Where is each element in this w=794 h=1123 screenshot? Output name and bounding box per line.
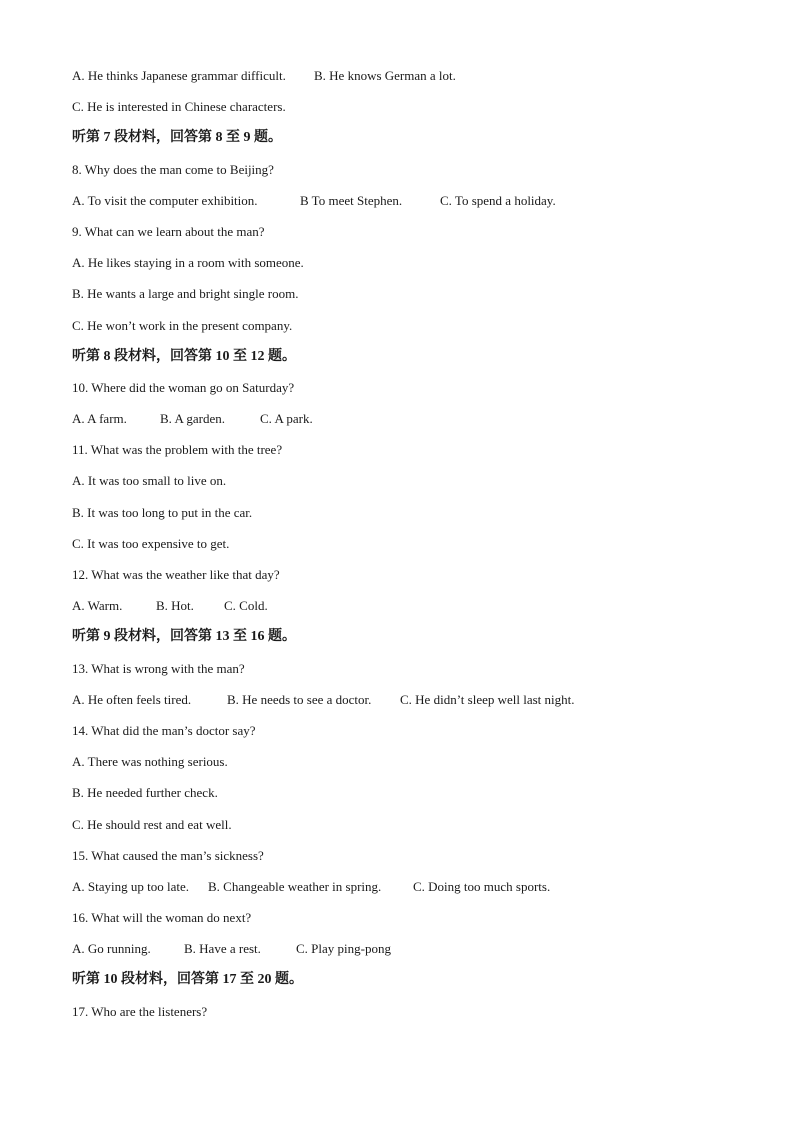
answer-option: B. He needs to see a doctor. — [227, 691, 372, 707]
answer-option: C. Play ping-pong — [296, 941, 391, 957]
text-line: 9. What can we learn about the man? — [72, 223, 265, 239]
options-line — [72, 410, 752, 441]
section-heading: 听第 9 段材料，回答第 13 至 16 题。 — [72, 629, 296, 645]
text-line: C. It was too expensive to get. — [72, 535, 230, 551]
section-heading: 听第 8 段材料，回答第 10 至 12 题。 — [72, 348, 296, 364]
answer-option: A. A farm. — [72, 411, 127, 427]
answer-option: B To meet Stephen. — [300, 192, 403, 208]
answer-option: A. He often feels tired. — [72, 691, 192, 707]
options-line — [72, 597, 752, 628]
answer-option: A. To visit the computer exhibition. — [72, 192, 258, 208]
text-line: 13. What is wrong with the man? — [72, 660, 245, 676]
answer-option: A. Go running. — [72, 941, 151, 957]
options-line — [72, 67, 752, 98]
text-line: C. He won’t work in the present company. — [72, 317, 293, 333]
text-line: 17. Who are the listeners? — [72, 1003, 208, 1019]
section-heading: 听第 10 段材料，回答第 17 至 20 题。 — [72, 972, 303, 988]
document-page — [72, 67, 752, 1034]
options-line — [72, 940, 752, 971]
answer-option: B. Have a rest. — [184, 941, 261, 957]
answer-option: B. Hot. — [156, 598, 194, 614]
text-line: 10. Where did the woman go on Saturday? — [72, 379, 295, 395]
options-line — [72, 192, 752, 223]
text-line: 12. What was the weather like that day? — [72, 567, 280, 582]
answer-option: A. He thinks Japanese grammar difficult. — [72, 68, 286, 83]
text-line: 8. Why does the man come to Beijing? — [72, 161, 274, 177]
answer-option: B. Changeable weather in spring. — [208, 878, 382, 894]
answer-option: C. He didn’t sleep well last night. — [400, 691, 575, 707]
answer-option: C. To spend a holiday. — [440, 192, 556, 208]
answer-option: B. A garden. — [160, 411, 225, 427]
section-heading: 听第 7 段材料，回答第 8 至 9 题。 — [72, 130, 282, 146]
text-line: B. He wants a large and bright single room. — [72, 286, 299, 302]
text-line: C. He should rest and eat well. — [72, 816, 232, 832]
options-line — [72, 878, 752, 909]
answer-option: C. A park. — [260, 411, 313, 427]
answer-option: C. Cold. — [224, 598, 268, 614]
text-line: B. He needed further check. — [72, 785, 218, 801]
text-line: A. He likes staying in a room with someone. — [72, 255, 304, 271]
text-line: 11. What was the problem with the tree? — [72, 442, 283, 458]
answer-option: A. Warm. — [72, 598, 123, 614]
text-line: 14. What did the man’s doctor say? — [72, 722, 256, 738]
answer-option: C. Doing too much sports. — [413, 878, 551, 894]
text-line: 16. What will the woman do next? — [72, 910, 252, 926]
text-line: A. There was nothing serious. — [72, 754, 228, 770]
text-line: 15. What caused the man’s sickness? — [72, 847, 264, 863]
options-line — [72, 691, 752, 722]
text-line: B. It was too long to put in the car. — [72, 504, 253, 520]
answer-option: B. He knows German a lot. — [314, 68, 456, 83]
answer-option: A. Staying up too late. — [72, 878, 189, 894]
text-line: C. He is interested in Chinese characters. — [72, 99, 286, 115]
text-line: A. It was too small to live on. — [72, 473, 227, 489]
